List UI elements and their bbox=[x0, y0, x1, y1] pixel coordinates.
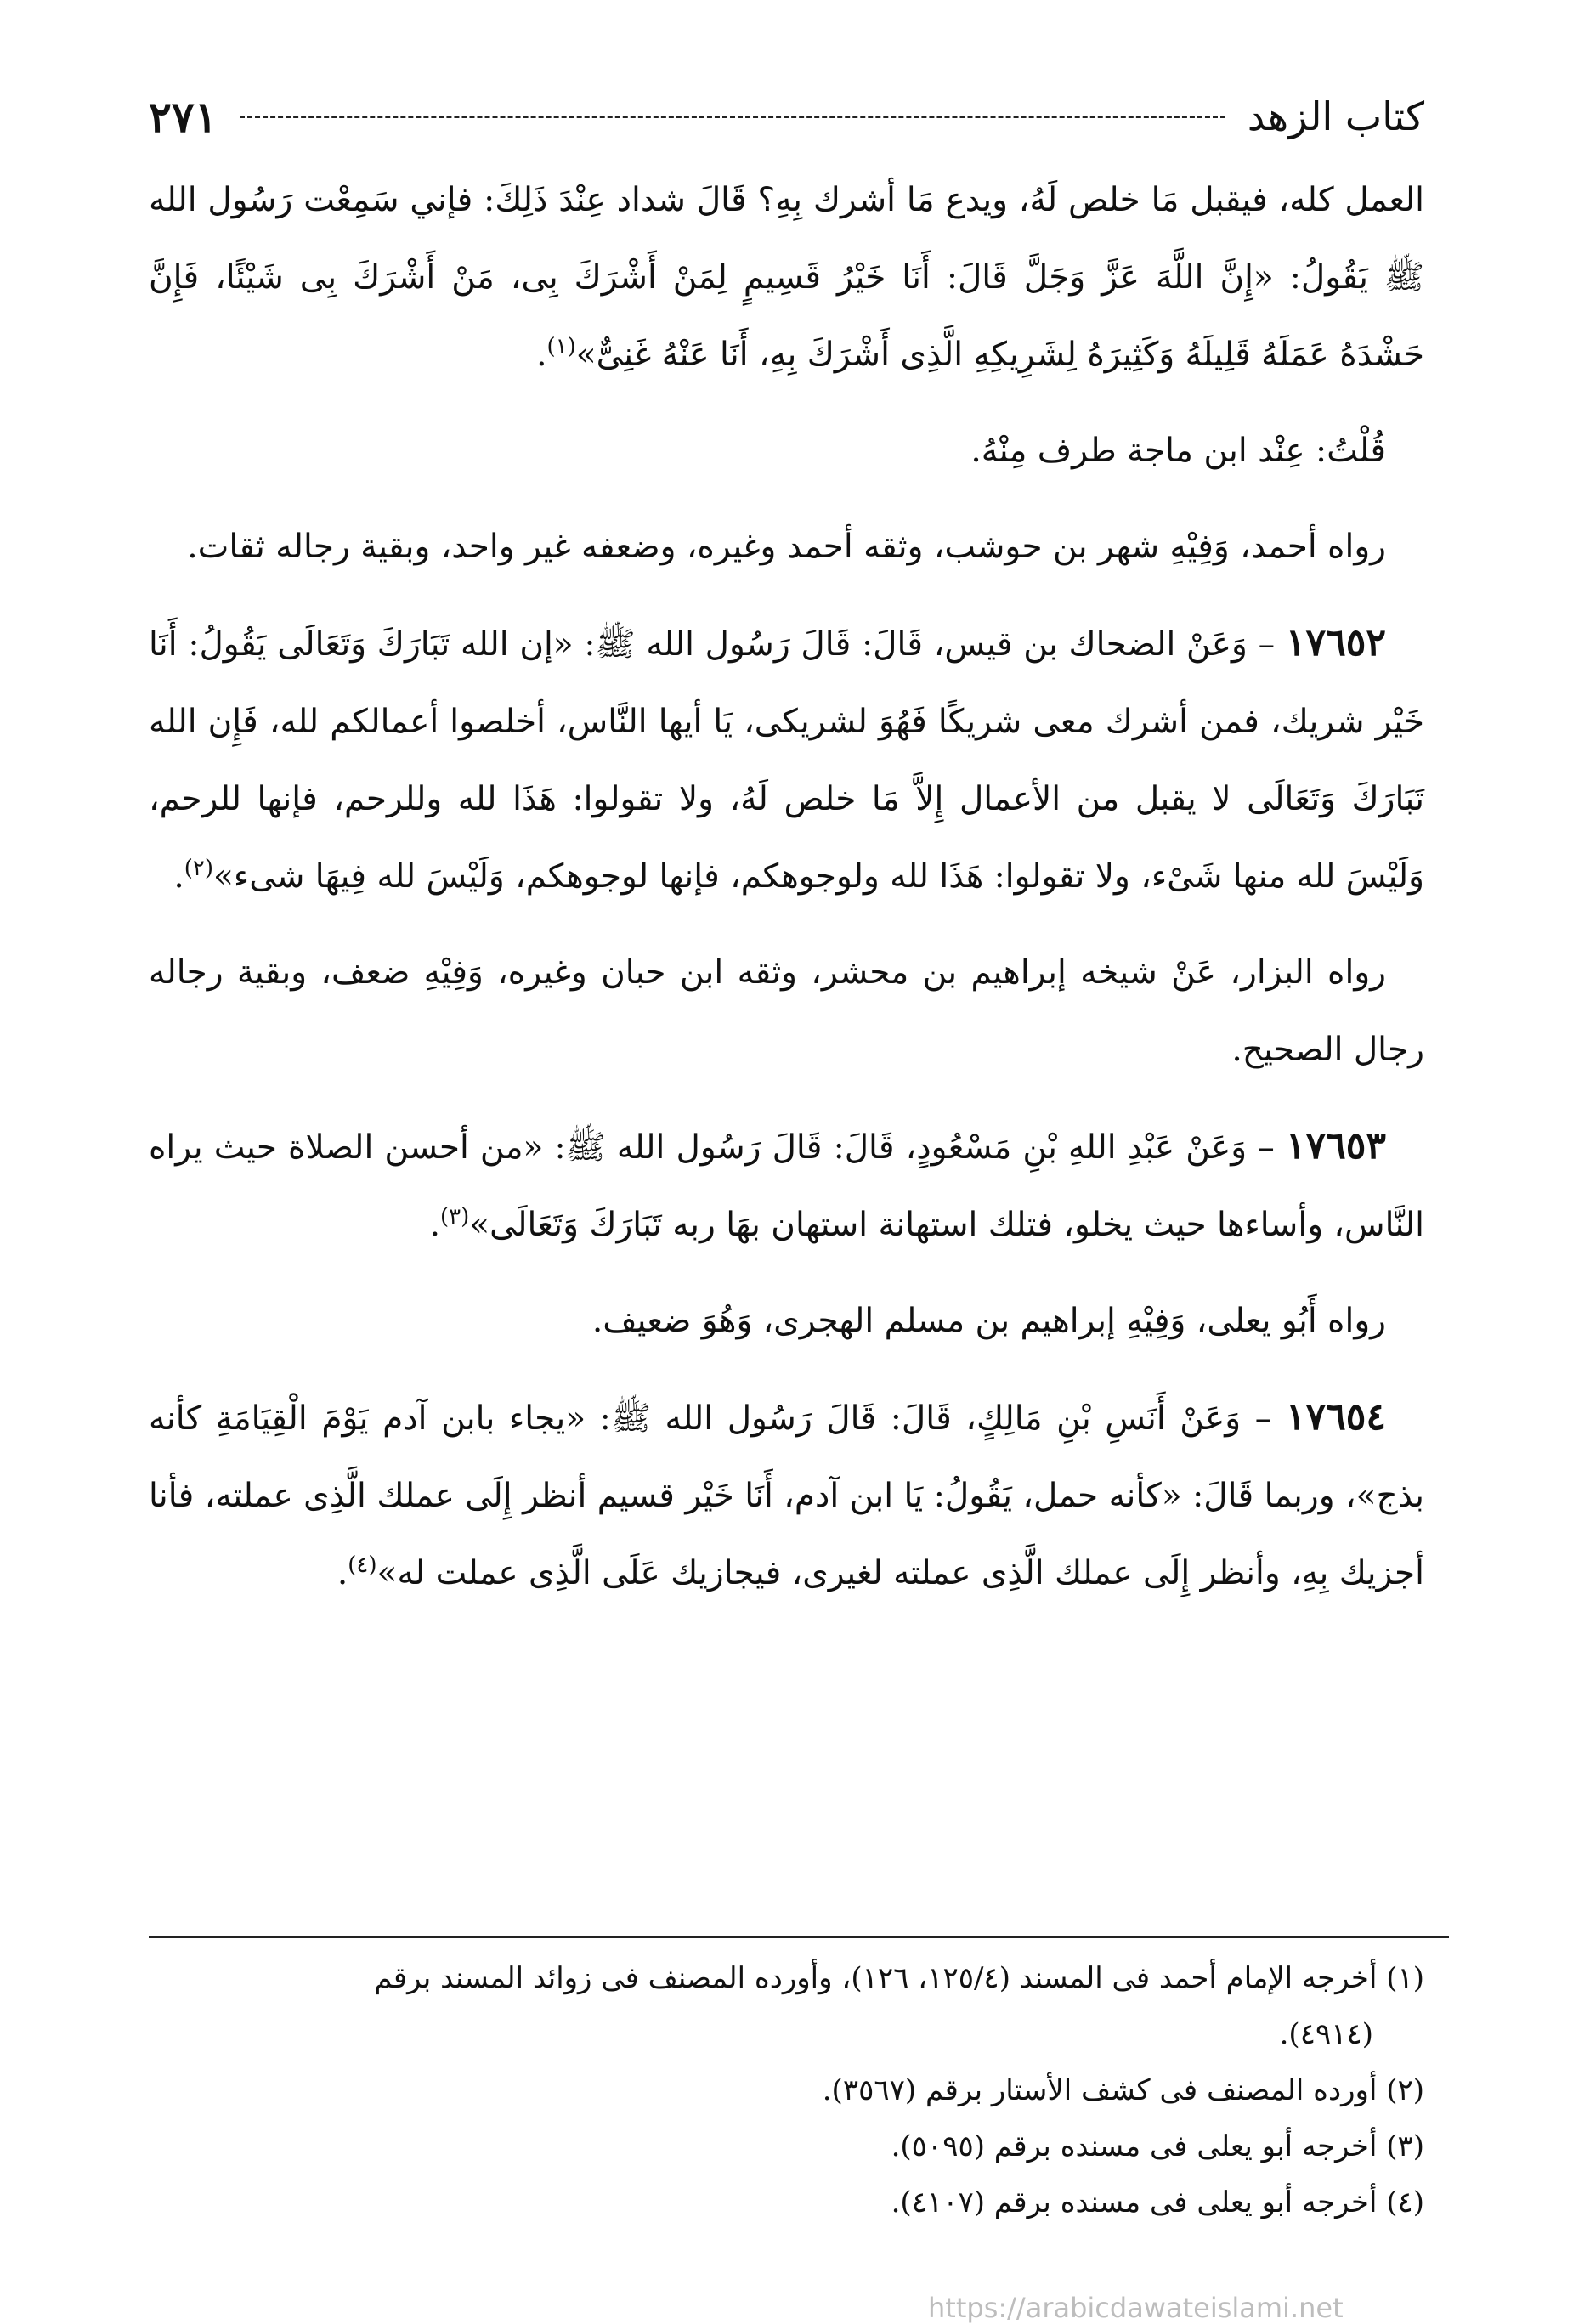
hadith-paragraph: ١٧٦٥٣ – وَعَنْ عَبْدِ اللهِ بْنِ مَسْعُودٍ، قَالَ: قَالَ رَسُول الله ﷺ: «من أحسن الصلاة حيث يراه النَّاس، وأساءها حيث يخلو، فتلك استهانة استهان بهَا ربه تَبَارَكَ وَتَعَالَى»$^{(٣)}$. bbox=[149, 1124, 1424, 1244]
main-text bbox=[149, 161, 1424, 1612]
hadith-paragraph: ١٧٦٥٤ – وَعَنْ أَنَسِ بْنِ مَالِكٍ، قَالَ: قَالَ رَسُول الله ﷺ: «يجاء بابن آدم يَوْمَ الْقِيَامَةِ كأنه بذج»، وربما قَالَ: «كأنه حمل، يَقُولُ: يَا ابن آدم، أَنَا خَيْر قسيم أنظر إِلَى عملك الَّذِى عملته، فأنا أجزيك بِهِ، وأنظر إِلَى عملك الَّذِى عملته لغيرى، فيجازيك عَلَى الَّذِى عملت له»$^{(٤)}$. bbox=[149, 1395, 1424, 1592]
header-dashed-rule bbox=[240, 116, 1225, 118]
paragraph: العمل كله، فيقبل مَا خلص لَهُ، ويدع مَا أشرك بِهِ؟ قَالَ شداد عِنْدَ ذَلِكَ: فإني سَمِعْت رَسُول الله ﷺ يَقُولُ: «إِنَّ اللَّهَ عَزَّ وَجَلَّ قَالَ: أَنَا خَيْرُ قَسِيمٍ لِمَنْ أَشْرَكَ بِى، مَنْ أَشْرَكَ بِى شَيْئًا، فَإِنَّ حَشْدَهُ عَمَلَهُ قَلِيلَهُ وَكَثِيرَهُ لِشَرِيكِهِ الَّذِى أَشْرَكَ بِهِ، أَنَا عَنْهُ غَنِىٌّ»$^{(١)}$. bbox=[149, 181, 1424, 374]
paragraph-text: العمل كله، فيقبل مَا خلص لَهُ، ويدع مَا أشرك بِهِ؟ قَالَ شداد عِنْدَ ذَلِكَ: فإني سَمِعْت رَسُول الله ﷺ يَقُولُ: «إِنَّ اللَّهَ عَزَّ وَجَلَّ قَالَ: أَنَا خَيْرُ قَسِيمٍ لِمَنْ أَشْرَكَ بِى، مَنْ أَشْرَكَ بِى شَيْئًا، فَإِنَّ حَشْدَهُ عَمَلَهُ قَلِيلَهُ وَكَثِيرَهُ لِشَرِيكِهِ الَّذِى أَشْرَكَ بِهِ، أَنَا عَنْهُ غَنِىٌّ» bbox=[149, 181, 1424, 374]
paragraph-text: رواه البزار، عَنْ شيخه إبراهيم بن محشر، وثقه ابن حبان وغيره، وَفِيْهِ ضعف، وبقية رجاله رجال الصحيح. bbox=[149, 953, 1424, 1069]
hadith-number: ١٧٦٥٤ bbox=[1285, 1395, 1386, 1439]
footnote-text: (٢) أورده المصنف فى كشف الأستار برقم (٣٥٦٧). bbox=[822, 2073, 1424, 2107]
footnote bbox=[149, 2118, 1424, 2174]
paragraph bbox=[149, 1282, 1424, 1360]
footnote-separator bbox=[149, 1936, 1449, 1938]
footnote-ref: (٣) bbox=[440, 1204, 470, 1230]
footnote-continuation bbox=[149, 2006, 1424, 2062]
running-head bbox=[149, 87, 1424, 146]
footnotes bbox=[149, 1950, 1424, 2231]
paragraph-text: – وَعَنْ الضحاك بن قيس، قَالَ: قَالَ رَسُول الله ﷺ: «إن الله تَبَارَكَ وَتَعَالَى يَقُولُ: أَنَا خَيْر شريك، فمن أشرك معى شريكًا فَهُوَ لشريكى، يَا أيها النَّاس، أخلصوا أعمالكم لله، فَإِن الله تَبَارَكَ وَتَعَالَى لا يقبل من الأعمال إِلاَّ مَا خلص لَهُ، ولا تقولوا: هَذَا لله وللرحم، فإنها للرحم، وَلَيْسَ لله منها شَىْء، ولا تقولوا: هَذَا لله ولوجوهكم، فإنها لوجوهكم، وَلَيْسَ لله فِيهَا شىء» bbox=[149, 625, 1424, 896]
footnote-text: (٤٩١٤). bbox=[1279, 2017, 1373, 2051]
paragraph-text: رواه أَبُو يعلى، وَفِيْهِ إبراهيم بن مسلم الهجرى، وَهُوَ ضعيف. bbox=[591, 1302, 1386, 1340]
paragraph bbox=[149, 412, 1424, 489]
footnote-text: (٣) أخرجه أبو يعلى فى مسنده برقم (٥٠٩٥). bbox=[891, 2129, 1424, 2163]
footnote bbox=[149, 2174, 1424, 2231]
paragraph bbox=[149, 934, 1424, 1088]
footnote-text: (٤) أخرجه أبو يعلى فى مسنده برقم (٤١٠٧). bbox=[891, 2185, 1424, 2219]
footnote-ref: (١) bbox=[546, 334, 576, 359]
paragraph-text: رواه أحمد، وَفِيْهِ شهر بن حوشب، وثقه أحمد وغيره، وضعفه غير واحد، وبقية رجاله ثقات. bbox=[187, 528, 1386, 566]
watermark-url: https://arabicdawateislami.net bbox=[928, 2292, 1344, 2324]
hadith-number: ١٧٦٥٣ bbox=[1285, 1124, 1386, 1168]
footnote-text: (١) أخرجه الإمام أحمد فى المسند (١٢٥/٤، ١٢٦)، وأورده المصنف فى زوائد المسند برقم bbox=[374, 1961, 1424, 1995]
footnote bbox=[149, 1950, 1424, 2006]
hadith-number: ١٧٦٥٢ bbox=[1285, 621, 1386, 664]
paragraph bbox=[149, 508, 1424, 585]
paragraph-text: – وَعَنْ عَبْدِ اللهِ بْنِ مَسْعُودٍ، قَالَ: قَالَ رَسُول الله ﷺ: «من أحسن الصلاة حيث يراه النَّاس، وأساءها حيث يخلو، فتلك استهانة استهان بهَا ربه تَبَارَكَ وَتَعَالَى» bbox=[149, 1128, 1424, 1244]
paragraph-text: – وَعَنْ أَنَسِ بْنِ مَالِكٍ، قَالَ: قَالَ رَسُول الله ﷺ: «يجاء بابن آدم يَوْمَ الْقِيَامَةِ كأنه بذج»، وربما قَالَ: «كأنه حمل، يَقُولُ: يَا ابن آدم، أَنَا خَيْر قسيم أنظر إِلَى عملك الَّذِى عملته، فأنا أجزيك بِهِ، وأنظر إِلَى عملك الَّذِى عملته لغيرى، فيجازيك عَلَى الَّذِى عملت له» bbox=[149, 1399, 1424, 1592]
footnote-ref: (٢) bbox=[184, 856, 213, 881]
footnote-ref: (٤) bbox=[348, 1552, 377, 1578]
page-number: ٢٧١ bbox=[149, 91, 218, 142]
hadith-paragraph: ١٧٦٥٢ – وَعَنْ الضحاك بن قيس، قَالَ: قَالَ رَسُول الله ﷺ: «إن الله تَبَارَكَ وَتَعَالَى يَقُولُ: أَنَا خَيْر شريك، فمن أشرك معى شريكًا فَهُوَ لشريكى، يَا أيها النَّاس، أخلصوا أعمالكم لله، فَإِن الله تَبَارَكَ وَتَعَالَى لا يقبل من الأعمال إِلاَّ مَا خلص لَهُ، ولا تقولوا: هَذَا لله وللرحم، فإنها للرحم، وَلَيْسَ لله منها شَىْء، ولا تقولوا: هَذَا لله ولوجوهكم، فإنها لوجوهكم، وَلَيْسَ لله فِيهَا شىء»$^{(٢)}$. bbox=[149, 621, 1424, 896]
paragraph-text: قُلْتُ: عِنْد ابن ماجة طرف مِنْهُ. bbox=[970, 432, 1386, 470]
footnote bbox=[149, 2062, 1424, 2118]
book-title: كتاب الزهد bbox=[1247, 93, 1424, 139]
